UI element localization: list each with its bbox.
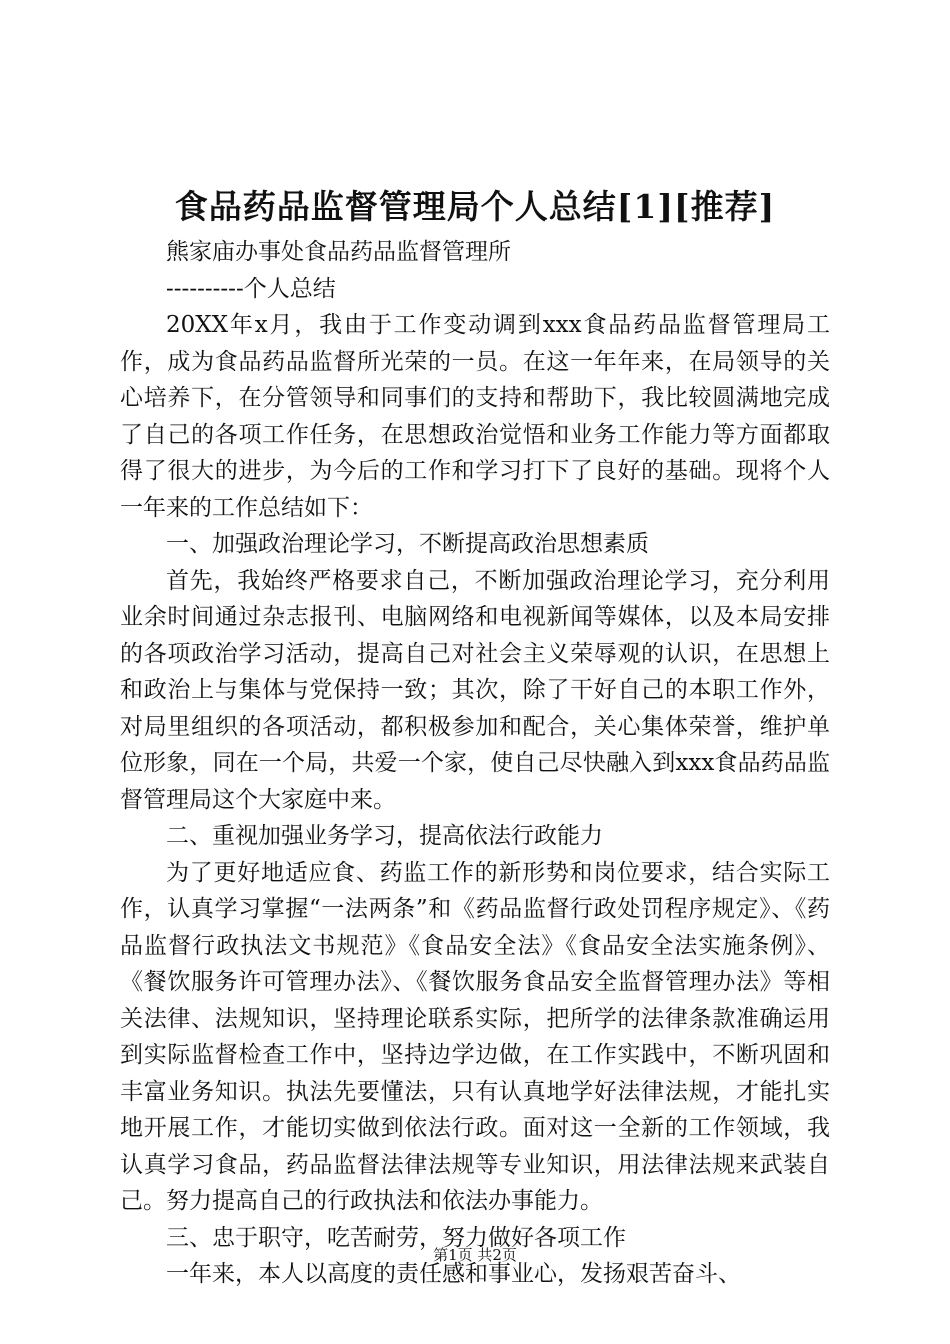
organization-line: 熊家庙办事处食品药品监督管理所 [166,239,511,265]
section-heading-3: 三、忠于职守，吃苦耐劳，努力做好各项工作 [166,1224,626,1251]
section-paragraph-3: 一年来，本人以高度的责任感和事业心，发扬艰苦奋斗、 [166,1261,741,1287]
intro-paragraph: 20XX年x月，我由于工作变动调到xxx食品药品监督管理局工作，成为食品药品监督所光荣的一员。在这一年年来，在局领导的关心培养下，在分管领导和同事们的支持和帮助下，我比较圆满地完成了自己的各项工作任务，在思想政治觉悟和业务工作能力等方面都取得了很大的进步，为今后的工作和学习打下了良好的基础。现将个人一年来的工作总结如下： [120,312,830,521]
section-paragraph-2: 为了更好地适应食、药监工作的新形势和岗位要求，结合实际工作，认真学习掌握“一法两条”和《药品监督行政处罚程序规定》、《药品监督行政执法文书规范》《食品安全法》《食品安全法实施条例》、《餐饮服务许可管理办法》、《餐饮服务食品安全监督管理办法》等相关法律、法规知识，坚持理论联系实际，把所学的法律条款准确运用到实际监督检查工作中，坚持边学边做，在工作实践中，不断巩固和丰富业务知识。执法先要懂法，只有认真地学好法律法规，才能扎实地开展工作，才能切实做到依法行政。面对这一全新的工作领域，我认真学习食品，药品监督法律法规等专业知识，用法律法规来武装自己。努力提高自己的行政执法和依法办事能力。 [120,859,830,1214]
document-body [120,234,830,1293]
section-heading-2: 二、重视加强业务学习，提高依法行政能力 [166,823,603,849]
section-paragraph-1: 首先，我始终严格要求自己，不断加强政治理论学习，充分利用业余时间通过杂志报刊、电脑网络和电视新闻等媒体，以及本局安排的各项政治学习活动，提高自己对社会主义荣辱观的认识，在思想上和政治上与集体与党保持一致；其次，除了干好自己的本职工作外，对局里组织的各项活动，都积极参加和配合，关心集体荣誉，维护单位形象，同在一个局，共爱一个家，使自己尽快融入到xxx食品药品监督管理局这个大家庭中来。 [120,567,830,813]
section-heading-1: 一、加强政治理论学习，不断提高政治思想素质 [166,531,649,557]
document-title: 食品药品监督管理局个人总结[1][推荐] [174,187,776,226]
page-footer: 第1页 共2页 [433,1246,517,1264]
subtitle-line: ----------个人总结 [166,275,336,302]
